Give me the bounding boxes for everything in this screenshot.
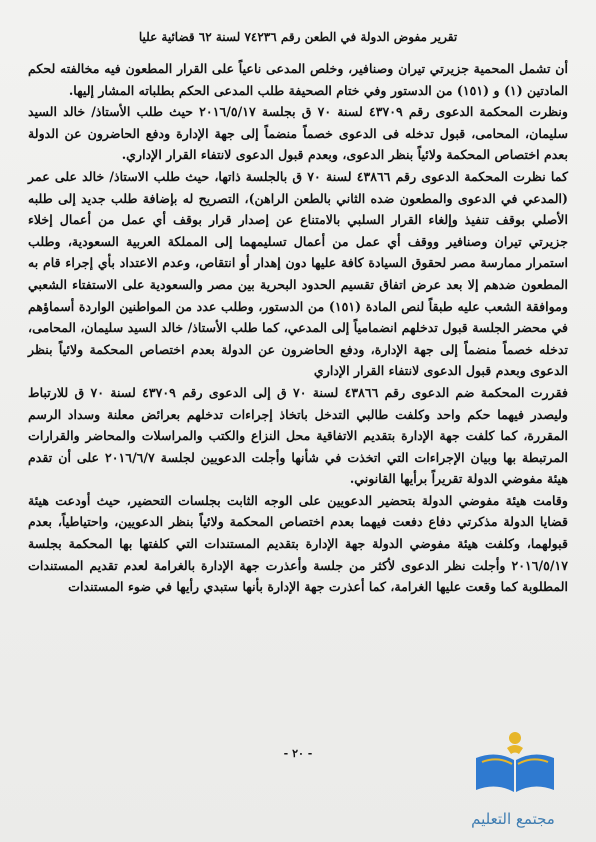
report-body bbox=[28, 58, 568, 598]
logo-text: مجتمع التعليم bbox=[471, 810, 555, 828]
paragraph: وقامت هيئة مفوضي الدولة بتحضير الدعويين على الوجه الثابت بجلسات التحضير، حيث أودعت هيئة قضايا الدولة مذكرتي دفاع دفعت فيهما بعدم اختصاص المحكمة ولائياً بنظر الدعويين، واحتياطياً، بعدم قبولهما، وكلفت هيئة مفوضي الدولة جهة الإدارة بتقديم المستندات التي كلفتها بها المحكمة بجلسة ٢٠١٦/٥/١٧ وأجلت نظر الدعوى لأكثر من جلسة وأعذرت جهة الإدارة بالغرامة لعدم تقديم المستندات المطلوبة كما وقعت عليها الغرامة، كما أعذرت جهة الإدارة بأنها ستبدي رأيها في ضوء المستندات bbox=[28, 492, 568, 595]
paragraph: كما نظرت المحكمة الدعوى رقم ٤٣٨٦٦ لسنة ٧٠ ق بالجلسة ذاتها، حيث طلب الاستاذ/ خالد على عمر (المدعي في الدعوى والمطعون ضده الثاني بالطعن الراهن)، التصريح له بإضافة طلب جديد إلى طلبه الأصلي بوقف تنفيذ وإلغاء القرار السلبي بالامتناع عن إصدار قرار بوقف أي عمل من أعمال إخلاء جزيرتي تيران وصنافير ووقف أي عمل من أعمال تسليمهما إلى المملكة العربية السعودية، وطلب استمرار ممارسة مصر لحقوق السيادة كافة عليها دون إهدار أو انتقاص، وعدم الاعتداد بأي إجراء قام به المطعون ضدهم إلا بعد عرض اتفاق تقسيم الحدود البحرية بين مصر والسعودية على الاستفتاء الشعبي وموافقة الشعب عليه طبقاً لنص المادة (١٥١) من الدستور، وطلب عدد من المواطنين الواردة أسماؤهم في محضر الجلسة قبول تدخلهم انضمامياً إلى المدعي، كما طلب الأستاذ/ خالد السيد سليمان، المحامى، تدخله خصماً منضماً إلى جهة الإدارة، ودفع الحاضرون عن الدولة بعدم اختصاص المحكمة ولائياً بنظر الدعوى وبعدم قبول الدعوى لانتفاء القرار الإداري bbox=[28, 168, 568, 379]
report-header: تقرير مفوض الدولة في الطعن رقم ٧٤٢٣٦ لسنة ٦٢ قضائية عليا bbox=[138, 30, 458, 44]
paragraph: فقررت المحكمة ضم الدعوى رقم ٤٣٨٦٦ لسنة ٧٠ ق إلى الدعوى رقم ٤٣٧٠٩ لسنة ٧٠ ق للارتباط وليصدر فيهما حكم واحد وكلفت طالبي التدخل باتخاذ إجراءات تدخلهم بعرائض معلنة وسداد الرسم المقررة، كما كلفت جهة الإدارة بتقديم الاتفاقية محل النزاع والكتب والمراسلات والمحاضر والقرارات المرتبطة بها وبيان الإجراءات التي اتخذت في شأنها وأجلت الدعويين لجلسة ٢٠١٦/٦/٧ على أن تقدم هيئة مفوضي الدولة تقريراً برأيها القانوني. bbox=[28, 384, 568, 487]
paragraph: ونظرت المحكمة الدعوى رقم ٤٣٧٠٩ لسنة ٧٠ ق بجلسة ٢٠١٦/٥/١٧ حيث طلب الأستاذ/ خالد السيد سليمان، المحامى، قبول تدخله فى الدعوى خصماً منضماً إلى جهة الإدارة ودفع الحاضرون عن الدولة بعدم اختصاص المحكمة ولائياً بنظر الدعوى، وبعدم قبول الدعوى لانتفاء القرار الإداري. bbox=[28, 104, 568, 163]
book-logo-icon bbox=[472, 728, 558, 798]
page-number: - ٢٠ - bbox=[283, 747, 313, 760]
paragraph: أن تشمل المحمية جزيرتي تيران وصنافير، وخلص المدعى ناعياً على القرار المطعون فيه مخالفته لحكم المادتين (١) و (١٥١) من الدستور وفي ختام الصحيفة طلب المدعى الحكم بطلباته المشار إليها. bbox=[28, 61, 568, 98]
site-logo bbox=[448, 728, 578, 828]
